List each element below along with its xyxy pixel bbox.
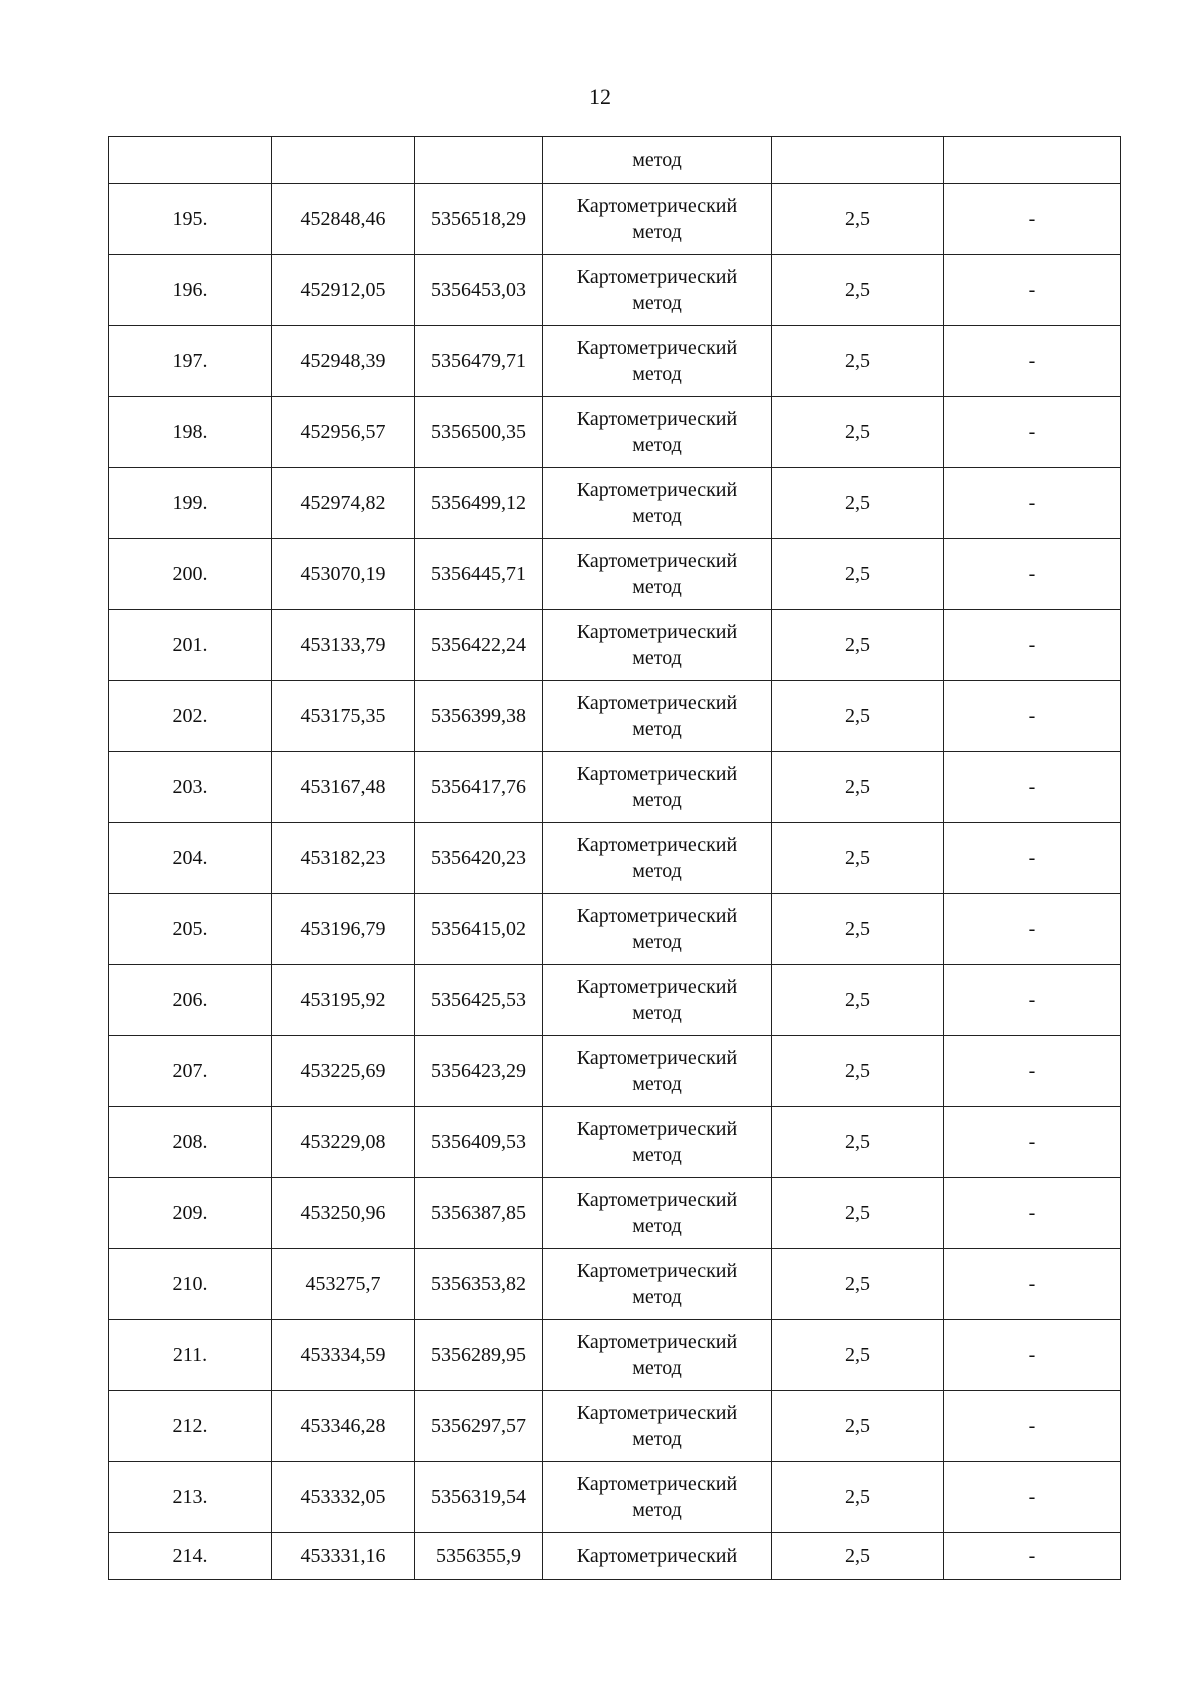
cell-method — [543, 752, 772, 823]
cell-x: 453195,92 — [272, 965, 415, 1036]
cell-y: 5356409,53 — [415, 1107, 543, 1178]
cell-note — [944, 137, 1121, 184]
method-line-1: Картометрический — [576, 1473, 738, 1495]
cell-accuracy: 2,5 — [772, 823, 944, 894]
cell-num: 205. — [109, 894, 272, 965]
method-line-1: Картометрический — [576, 1545, 738, 1567]
cell-method — [543, 255, 772, 326]
cell-num — [109, 137, 272, 184]
cell-num: 198. — [109, 397, 272, 468]
method-line-2: метод — [632, 1428, 682, 1450]
cell-x: 453175,35 — [272, 681, 415, 752]
table-row — [109, 255, 1121, 326]
method-line-2: метод — [632, 1144, 682, 1166]
cell-num: 211. — [109, 1320, 272, 1391]
cell-x: 453229,08 — [272, 1107, 415, 1178]
table-row — [109, 539, 1121, 610]
cell-num: 204. — [109, 823, 272, 894]
cell-num: 199. — [109, 468, 272, 539]
cell-y: 5356445,71 — [415, 539, 543, 610]
cell-accuracy: 2,5 — [772, 1107, 944, 1178]
cell-note: - — [944, 894, 1121, 965]
method-line-2: метод — [632, 931, 682, 953]
coordinates-table — [108, 136, 1121, 1580]
cell-accuracy: 2,5 — [772, 1391, 944, 1462]
cell-accuracy: 2,5 — [772, 539, 944, 610]
method-line-1: Картометрический — [576, 621, 738, 643]
cell-num: 196. — [109, 255, 272, 326]
cell-num: 206. — [109, 965, 272, 1036]
method-line-2: метод — [632, 860, 682, 882]
cell-y: 5356355,9 — [415, 1533, 543, 1580]
method-line-2: метод — [632, 221, 682, 243]
cell-num: 195. — [109, 184, 272, 255]
cell-y: 5356423,29 — [415, 1036, 543, 1107]
table-row-continued — [109, 137, 1121, 184]
cell-method — [543, 1036, 772, 1107]
cell-x: 453133,79 — [272, 610, 415, 681]
cell-y: 5356415,02 — [415, 894, 543, 965]
cell-accuracy — [772, 137, 944, 184]
cell-x: 453225,69 — [272, 1036, 415, 1107]
cell-method — [543, 1249, 772, 1320]
cell-x: 452974,82 — [272, 468, 415, 539]
table-row — [109, 610, 1121, 681]
cell-num: 207. — [109, 1036, 272, 1107]
cell-x — [272, 137, 415, 184]
cell-num: 201. — [109, 610, 272, 681]
cell-method — [543, 1178, 772, 1249]
cell-note: - — [944, 681, 1121, 752]
cell-note: - — [944, 468, 1121, 539]
cell-method — [543, 1107, 772, 1178]
cell-note: - — [944, 326, 1121, 397]
method-line-1: Картометрический — [576, 834, 738, 856]
table-row — [109, 468, 1121, 539]
cell-method — [543, 539, 772, 610]
cell-method — [543, 1391, 772, 1462]
cell-method — [543, 184, 772, 255]
cell-y: 5356353,82 — [415, 1249, 543, 1320]
method-line-2: метод — [632, 647, 682, 669]
method-line-2: метод — [632, 363, 682, 385]
cell-y: 5356422,24 — [415, 610, 543, 681]
cell-accuracy: 2,5 — [772, 610, 944, 681]
method-line-1: Картометрический — [576, 408, 738, 430]
method-line-1: Картометрический — [576, 479, 738, 501]
cell-note: - — [944, 1391, 1121, 1462]
table-row — [109, 1107, 1121, 1178]
cell-note: - — [944, 823, 1121, 894]
cell-num: 213. — [109, 1462, 272, 1533]
cell-accuracy: 2,5 — [772, 681, 944, 752]
cell-y: 5356417,76 — [415, 752, 543, 823]
cell-num: 212. — [109, 1391, 272, 1462]
cell-x: 453275,7 — [272, 1249, 415, 1320]
method-line-2: метод — [632, 292, 682, 314]
cell-note: - — [944, 539, 1121, 610]
table-row — [109, 1533, 1121, 1580]
cell-note: - — [944, 1320, 1121, 1391]
cell-x: 453250,96 — [272, 1178, 415, 1249]
cell-note: - — [944, 1462, 1121, 1533]
cell-num: 209. — [109, 1178, 272, 1249]
cell-method — [543, 1533, 772, 1580]
method-line-2: метод — [632, 1286, 682, 1308]
cell-x: 453182,23 — [272, 823, 415, 894]
cell-method — [543, 610, 772, 681]
cell-method — [543, 894, 772, 965]
table-row — [109, 681, 1121, 752]
table-row — [109, 1249, 1121, 1320]
method-line-2: метод — [632, 1215, 682, 1237]
cell-num: 200. — [109, 539, 272, 610]
cell-accuracy: 2,5 — [772, 1178, 944, 1249]
cell-num: 214. — [109, 1533, 272, 1580]
cell-y: 5356319,54 — [415, 1462, 543, 1533]
table-row — [109, 894, 1121, 965]
cell-num: 197. — [109, 326, 272, 397]
cell-note: - — [944, 1107, 1121, 1178]
cell-note: - — [944, 397, 1121, 468]
method-line-2: метод — [632, 505, 682, 527]
method-line-1: Картометрический — [576, 1189, 738, 1211]
cell-x: 453331,16 — [272, 1533, 415, 1580]
method-line-1: Картометрический — [576, 1260, 738, 1282]
cell-x: 453167,48 — [272, 752, 415, 823]
cell-accuracy: 2,5 — [772, 184, 944, 255]
method-line-2: метод — [632, 434, 682, 456]
table-row — [109, 184, 1121, 255]
cell-method — [543, 823, 772, 894]
cell-x: 453334,59 — [272, 1320, 415, 1391]
table-row — [109, 326, 1121, 397]
table-row — [109, 1462, 1121, 1533]
method-line-1: Картометрический — [576, 692, 738, 714]
cell-method — [543, 681, 772, 752]
method-line-1: Картометрический — [576, 1331, 738, 1353]
method-line-2: метод — [632, 576, 682, 598]
cell-y: 5356518,29 — [415, 184, 543, 255]
cell-accuracy: 2,5 — [772, 965, 944, 1036]
cell-num: 210. — [109, 1249, 272, 1320]
cell-method — [543, 1462, 772, 1533]
cell-x: 453196,79 — [272, 894, 415, 965]
cell-y: 5356289,95 — [415, 1320, 543, 1391]
method-line-2: метод — [632, 789, 682, 811]
cell-note: - — [944, 610, 1121, 681]
cell-accuracy: 2,5 — [772, 468, 944, 539]
method-line-2: метод — [632, 1002, 682, 1024]
cell-y: 5356387,85 — [415, 1178, 543, 1249]
method-line-2: метод — [632, 718, 682, 740]
method-line-1: Картометрический — [576, 905, 738, 927]
cell-accuracy: 2,5 — [772, 894, 944, 965]
cell-y: 5356399,38 — [415, 681, 543, 752]
method-line-1: Картометрический — [576, 195, 738, 217]
cell-note: - — [944, 1249, 1121, 1320]
method-line-1: Картометрический — [576, 550, 738, 572]
method-line-2: метод — [632, 1499, 682, 1521]
table-row — [109, 397, 1121, 468]
cell-note: - — [944, 255, 1121, 326]
cell-accuracy: 2,5 — [772, 1462, 944, 1533]
cell-y — [415, 137, 543, 184]
cell-method — [543, 326, 772, 397]
cell-accuracy: 2,5 — [772, 752, 944, 823]
table-row — [109, 1391, 1121, 1462]
cell-note: - — [944, 184, 1121, 255]
cell-x: 452912,05 — [272, 255, 415, 326]
cell-y: 5356500,35 — [415, 397, 543, 468]
method-line-2: метод — [632, 1073, 682, 1095]
method-line-1: Картометрический — [576, 1402, 738, 1424]
cell-x: 452956,57 — [272, 397, 415, 468]
cell-method — [543, 397, 772, 468]
cell-accuracy: 2,5 — [772, 326, 944, 397]
cell-note: - — [944, 752, 1121, 823]
table-row — [109, 752, 1121, 823]
table-row — [109, 823, 1121, 894]
cell-accuracy: 2,5 — [772, 397, 944, 468]
cell-method — [543, 965, 772, 1036]
table-row — [109, 1320, 1121, 1391]
cell-num: 203. — [109, 752, 272, 823]
cell-accuracy: 2,5 — [772, 1533, 944, 1580]
cell-y: 5356420,23 — [415, 823, 543, 894]
cell-y: 5356297,57 — [415, 1391, 543, 1462]
cell-x: 453070,19 — [272, 539, 415, 610]
cell-method — [543, 468, 772, 539]
cell-accuracy: 2,5 — [772, 1249, 944, 1320]
cell-y: 5356499,12 — [415, 468, 543, 539]
method-line-1: Картометрический — [576, 1118, 738, 1140]
method-line-1: Картометрический — [576, 337, 738, 359]
method-line-1: Картометрический — [576, 763, 738, 785]
method-line-1: Картометрический — [576, 1047, 738, 1069]
cell-method — [543, 1320, 772, 1391]
cell-y: 5356479,71 — [415, 326, 543, 397]
cell-accuracy: 2,5 — [772, 1036, 944, 1107]
cell-x: 452948,39 — [272, 326, 415, 397]
cell-x: 453332,05 — [272, 1462, 415, 1533]
cell-note: - — [944, 1533, 1121, 1580]
table-row — [109, 1036, 1121, 1107]
cell-accuracy: 2,5 — [772, 1320, 944, 1391]
cell-y: 5356425,53 — [415, 965, 543, 1036]
cell-note: - — [944, 965, 1121, 1036]
cell-note: - — [944, 1178, 1121, 1249]
cell-num: 202. — [109, 681, 272, 752]
cell-y: 5356453,03 — [415, 255, 543, 326]
cell-note: - — [944, 1036, 1121, 1107]
table-body — [109, 137, 1121, 1580]
cell-x: 452848,46 — [272, 184, 415, 255]
table-row — [109, 965, 1121, 1036]
table-row — [109, 1178, 1121, 1249]
cell-x: 453346,28 — [272, 1391, 415, 1462]
method-line-1: Картометрический — [576, 266, 738, 288]
cell-num: 208. — [109, 1107, 272, 1178]
method-line-1: Картометрический — [576, 976, 738, 998]
method-line-2: метод — [632, 1357, 682, 1379]
cell-method: метод — [543, 137, 772, 184]
page-number: 12 — [589, 84, 611, 109]
cell-accuracy: 2,5 — [772, 255, 944, 326]
